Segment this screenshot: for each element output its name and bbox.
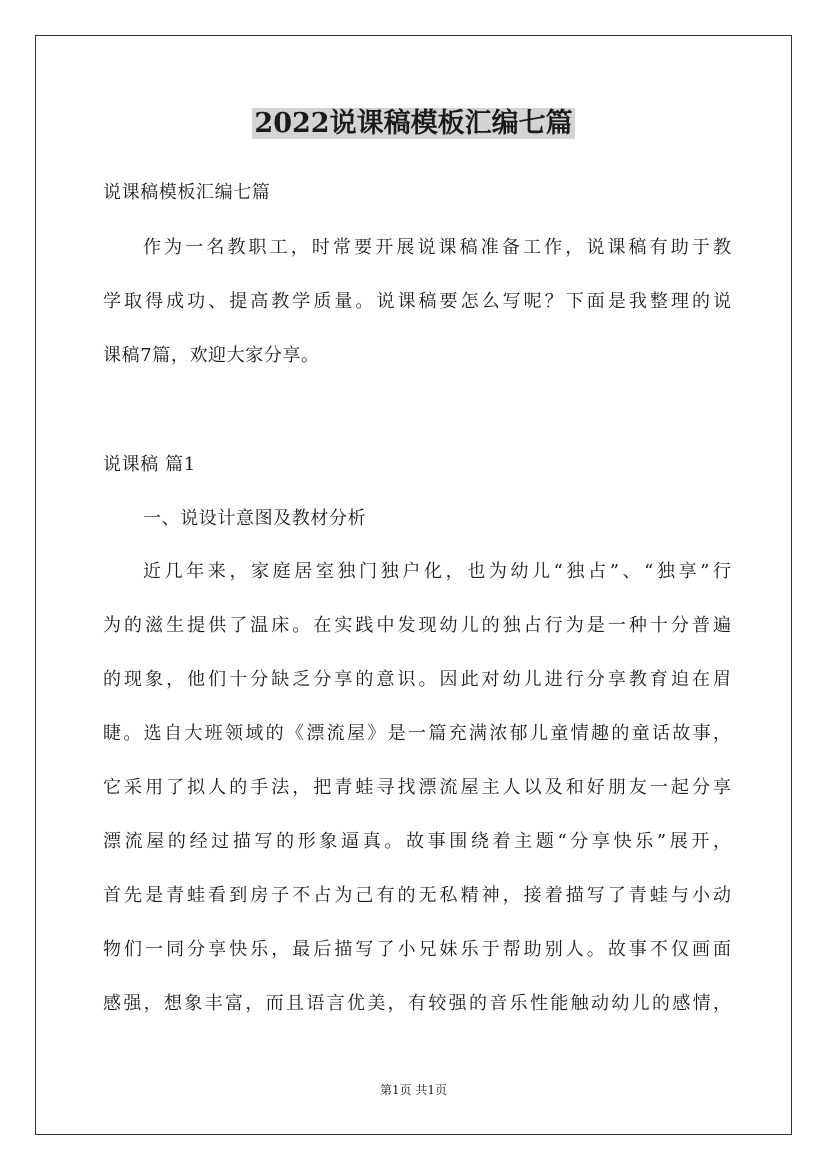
page-footer: 第1页 共1页 (379, 1083, 448, 1097)
document-subtitle: 说课稿模板汇编七篇 (103, 182, 271, 203)
body-line: 漂流屋的经过描写的形象逼真。故事围绕着主题“分享快乐”展开， (103, 831, 731, 852)
subheading: 一、说设计意图及教材分析 (143, 508, 367, 529)
section-heading: 说课稿 篇1 (103, 454, 196, 475)
intro-line: 学取得成功、提高教学质量。说课稿要怎么写呢？下面是我整理的说 (103, 291, 731, 312)
intro-line: 作为一名教职工，时常要开展说课稿准备工作，说课稿有助于教 (143, 237, 731, 258)
body-line: 的现象，他们十分缺乏分享的意识。因此对幼儿进行分享教育迫在眉 (103, 669, 731, 690)
document-title: 2022说课稿模板汇编七篇 (254, 108, 573, 139)
body-line: 为的滋生提供了温床。在实践中发现幼儿的独占行为是一种十分普遍 (103, 615, 731, 636)
body-line: 首先是青蛙看到房子不占为己有的无私精神，接着描写了青蛙与小动 (103, 885, 731, 906)
intro-line: 课稿7篇，欢迎大家分享。 (103, 345, 320, 366)
body-line: 感强，想象丰富，而且语言优美，有较强的音乐性能触动幼儿的感情， (103, 993, 731, 1014)
body-line: 物们一同分享快乐，最后描写了小兄妹乐于帮助别人。故事不仅画面 (103, 939, 731, 960)
body-line: 它采用了拟人的手法，把青蛙寻找漂流屋主人以及和好朋友一起分享 (103, 777, 731, 798)
body-line: 睫。选自大班领域的《漂流屋》是一篇充满浓郁儿童情趣的童话故事， (103, 723, 731, 744)
body-line: 近几年来，家庭居室独门独户化，也为幼儿“独占”、“独享”行 (143, 561, 731, 582)
